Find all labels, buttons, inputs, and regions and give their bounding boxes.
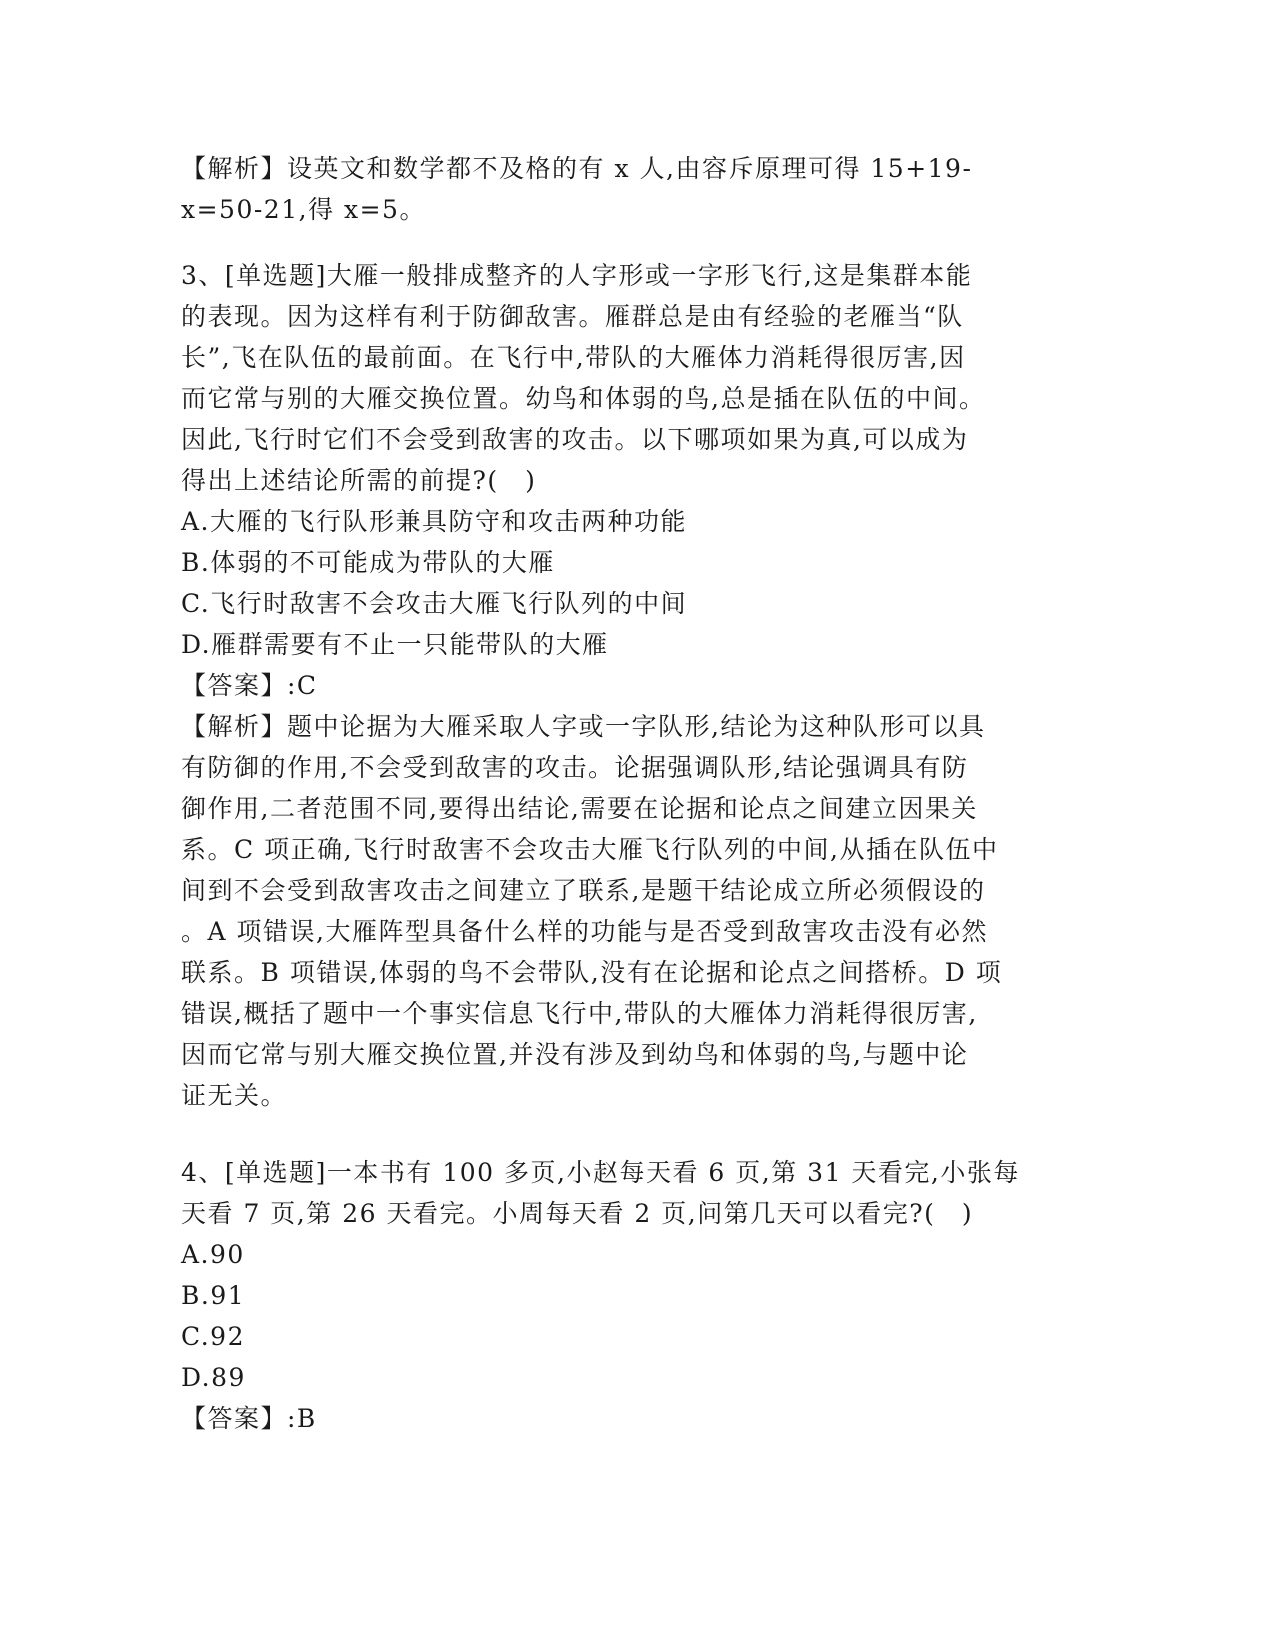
explanation-line: 错误,概括了题中一个事实信息飞行中,带队的大雁体力消耗得很厉害, bbox=[181, 999, 978, 1028]
option-b: B.91 bbox=[181, 1281, 246, 1310]
explanation-line: 因而它常与别大雁交换位置,并没有涉及到幼鸟和体弱的鸟,与题中论 bbox=[181, 1040, 969, 1069]
question-stem-line: 4、[单选题]一本书有 100 多页,小赵每天看 6 页,第 31 天看完,小张每 bbox=[181, 1158, 1020, 1187]
answer-line: 【答案】:B bbox=[181, 1404, 317, 1433]
option-a: A.大雁的飞行队形兼具防守和攻击两种功能 bbox=[181, 507, 688, 536]
explanation-line: x=50-21,得 x=5。 bbox=[181, 195, 426, 224]
option-d: D.89 bbox=[181, 1363, 246, 1392]
explanation-line: 。A 项错误,大雁阵型具备什么样的功能与是否受到敌害攻击没有必然 bbox=[181, 917, 988, 946]
document-page bbox=[181, 0, 1041, 1650]
explanation-line: 间到不会受到敌害攻击之间建立了联系,是题干结论成立所必须假设的 bbox=[181, 876, 986, 905]
explanation-line: 系。C 项正确,飞行时敌害不会攻击大雁飞行队列的中间,从插在队伍中 bbox=[181, 835, 999, 864]
question-stem-line: 天看 7 页,第 26 天看完。小周每天看 2 页,问第几天可以看完?( ) bbox=[181, 1199, 974, 1228]
question-stem-line: 得出上述结论所需的前提?( ) bbox=[181, 466, 537, 495]
option-a: A.90 bbox=[181, 1240, 245, 1269]
question-4 bbox=[181, 1152, 1041, 1439]
option-d: D.雁群需要有不止一只能带队的大雁 bbox=[181, 630, 609, 659]
question-stem-line: 的表现。因为这样有利于防御敌害。雁群总是由有经验的老雁当“队 bbox=[181, 302, 964, 331]
explanation-line: 证无关。 bbox=[181, 1081, 288, 1110]
option-c: C.飞行时敌害不会攻击大雁飞行队列的中间 bbox=[181, 589, 688, 618]
explanation-line: 有防御的作用,不会受到敌害的攻击。论据强调队形,结论强调具有防 bbox=[181, 753, 969, 782]
explanation-line: 御作用,二者范围不同,要得出结论,需要在论据和论点之间建立因果关 bbox=[181, 794, 978, 823]
option-c: C.92 bbox=[181, 1322, 245, 1351]
explanation-line: 【解析】设英文和数学都不及格的有 x 人,由容斥原理可得 15+19- bbox=[181, 154, 973, 183]
previous-explanation bbox=[181, 148, 1041, 230]
question-3 bbox=[181, 255, 1041, 1116]
option-b: B.体弱的不可能成为带队的大雁 bbox=[181, 548, 555, 577]
answer-line: 【答案】:C bbox=[181, 671, 318, 700]
explanation-line: 联系。B 项错误,体弱的鸟不会带队,没有在论据和论点之间搭桥。D 项 bbox=[181, 958, 1003, 987]
explanation-line: 【解析】题中论据为大雁采取人字或一字队形,结论为这种队形可以具 bbox=[181, 712, 986, 741]
question-stem-line: 长”,飞在队伍的最前面。在飞行中,带队的大雁体力消耗得很厉害,因 bbox=[181, 343, 966, 372]
question-stem-line: 而它常与别的大雁交换位置。幼鸟和体弱的鸟,总是插在队伍的中间。 bbox=[181, 384, 986, 413]
question-stem-line: 因此,飞行时它们不会受到敌害的攻击。以下哪项如果为真,可以成为 bbox=[181, 425, 969, 454]
question-stem-line: 3、[单选题]大雁一般排成整齐的人字形或一字形飞行,这是集群本能 bbox=[181, 261, 973, 290]
